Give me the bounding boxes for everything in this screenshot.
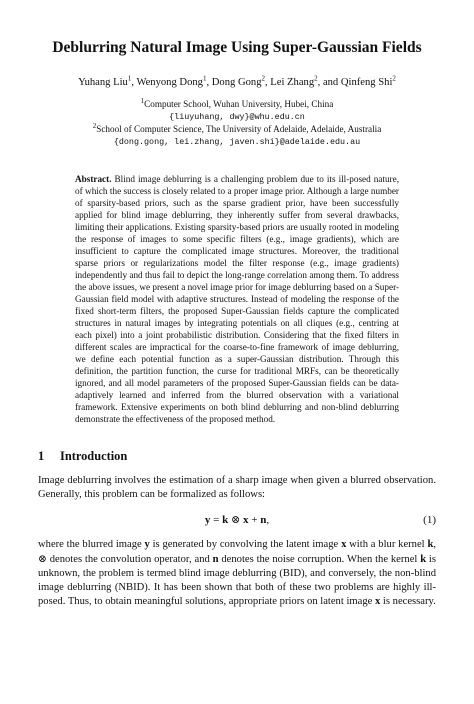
math-k: k: [427, 539, 434, 551]
math-x: x: [374, 596, 381, 608]
intro-paragraph-1: Image deblurring involves the estimation of a sharp image when given a blurred observation. Generally, this problem can be formalized as follows:: [38, 475, 436, 501]
math-k: k: [420, 553, 427, 565]
author-name: Wenyong Dong: [136, 77, 203, 88]
equation-body: [205, 514, 269, 526]
section-title: Introduction: [60, 449, 128, 463]
section-heading-introduction: [38, 449, 436, 464]
author-separator: ,: [265, 77, 271, 88]
affiliation-1: [38, 98, 436, 123]
equation-1: [38, 512, 436, 528]
eq-equals: =: [210, 514, 223, 527]
abstract: [75, 173, 399, 425]
author-name: Qinfeng Shi: [340, 77, 393, 88]
text-run: , ⊗ denotes the convolution operator, and: [38, 539, 436, 565]
eq-symbol-x: x: [242, 514, 249, 527]
author-affiliation-mark: 2: [314, 74, 318, 83]
eq-symbol-k: k: [222, 514, 229, 527]
text-run: is necessary.: [380, 596, 436, 608]
affiliation-text: School of Computer Science, The University of Adelaide, Adelaide, Australia: [96, 124, 382, 134]
affiliation-2: [38, 123, 436, 148]
text-run: is unknown, the problem is termed blind image deblurring (BID), and conversely, the non-blind image deblurring (NBID). It has been shown that both of these two problems are highly ill-posed. Thus, to obtain meaningful solutions, appropriate priors on latent image: [38, 553, 436, 608]
author-affiliation-mark: 1: [202, 74, 207, 83]
eq-symbol-y: y: [204, 514, 211, 527]
author-separator: ,: [131, 77, 137, 88]
math-n: n: [212, 553, 219, 565]
affiliation-text: Computer School, Wuhan University, Hubei, China: [144, 99, 334, 109]
author-list: [38, 76, 436, 90]
section-number: 1: [38, 449, 45, 463]
author-affiliation-mark: 2: [392, 74, 396, 83]
eq-symbol-n: n: [260, 514, 267, 527]
equation-number: (1): [423, 514, 436, 527]
text-run: denotes the noise corruption. When the kernel: [218, 553, 421, 565]
affiliation-mark: 2: [92, 121, 97, 130]
author-affiliation-mark: 2: [261, 74, 265, 83]
affiliation-email: {liuyuhang, dwy}@whu.edu.cn: [169, 111, 305, 122]
author-name: Yuhang Liu: [78, 77, 128, 88]
author-separator: , and: [317, 77, 341, 88]
text-run: where the blurred image: [38, 539, 145, 551]
eq-plus: +: [248, 514, 261, 527]
affiliation-email: {dong.gong, lei.zhang, javen.shi}@adelaide.edu.au: [113, 136, 361, 147]
intro-paragraph-2: [38, 538, 436, 609]
eq-convolution-operator: ⊗: [228, 514, 243, 527]
text-run: is generated by convolving the latent image: [149, 539, 342, 551]
math-x: x: [341, 539, 347, 551]
text-run: with a blur kernel: [346, 539, 428, 551]
paper-title: Deblurring Natural Image Using Super-Gaussian Fields: [52, 39, 422, 56]
author-name: Lei Zhang: [270, 77, 315, 88]
abstract-text: Blind image deblurring is a challenging problem due to its ill-posed nature, of which the success is closely related to a proper image prior. Although a large number of sparsity-based priors, such as the sparse gradient prior, have been successfully applied for blind image deblurring, they inherently suffer from several drawbacks, limiting their applications. Existing sparsity-based priors are usually rooted in modeling the response of images to some specific filters (e.g., image gradients), which are insufficient to capture the complicated image structures. Moreover, the traditional sparse priors or regularizations model the filter response (e.g., image gradients) independently and thus fail to depict the long-range correlation among them. To address the above issues, we present a novel image prior for image deblurring based on a Super-Gaussian field model with adaptive structures. Instead of modeling the response of the fixed short-term filters, the proposed Super-Gaussian fields capture the complicated structures in natural images by integrating potentials on all cliques (e.g., centring at each pixel) into a joint probabilistic distribution. Considering that the fixed filters in different scales are impractical for the coarse-to-fine framework of image deblurring, we define each potential function as a super-Gaussian distribution. Through this definition, the partition function, the curse for traditional MRFs, can be theoretically ignored, and all model parameters of the proposed Super-Gaussian fields can be data-adaptively learned and inferred from the blurred observation with a variational framework. Extensive experiments on both blind deblurring and non-blind deblurring demonstrate the effectiveness of the proposed method.: [75, 174, 399, 424]
math-y: y: [144, 539, 150, 551]
author-affiliation-mark: 1: [127, 74, 132, 83]
affiliation-mark: 1: [140, 96, 145, 105]
abstract-label: Abstract.: [75, 174, 112, 184]
author-name: Dong Gong: [211, 77, 262, 88]
author-separator: ,: [206, 77, 212, 88]
eq-comma: ,: [266, 514, 270, 527]
